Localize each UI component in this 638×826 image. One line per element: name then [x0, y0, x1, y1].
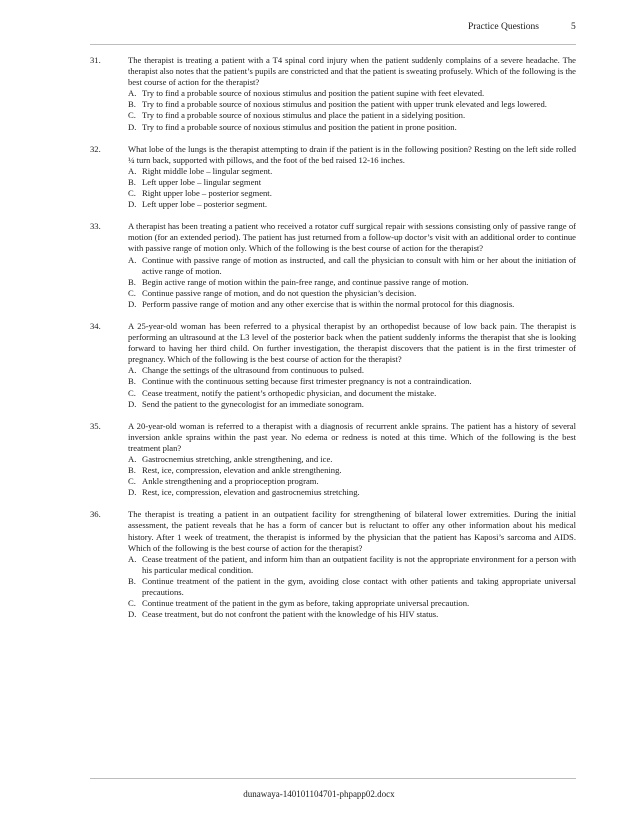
answer-option-a	[128, 454, 576, 465]
option-text: Try to find a probable source of noxious stimulus and position the patient supine with feet elevated.	[142, 88, 485, 99]
option-letter: B.	[128, 276, 136, 287]
option-letter: C.	[128, 598, 136, 609]
option-text: Left upper lobe – posterior segment.	[142, 199, 268, 210]
question-32	[90, 144, 576, 211]
answer-option-c	[128, 288, 576, 299]
option-letter: B.	[128, 465, 136, 476]
answer-option-b	[128, 177, 576, 188]
question-number: 32.	[90, 143, 101, 154]
question-number: 34.	[90, 320, 101, 331]
question-number: 36.	[90, 509, 101, 520]
option-text: Cease treatment of the patient, and inform him than an outpatient facility is not the appropriate environment for a person with his particular medical condition.	[142, 553, 576, 575]
answer-option-d	[128, 122, 576, 133]
option-text: Continue treatment of the patient in the gym, avoiding close contact with other patients and taking appropriate universal precautions.	[142, 575, 576, 598]
page-header	[0, 22, 638, 36]
option-letter: D.	[128, 487, 137, 498]
option-letter: D.	[128, 121, 137, 132]
footer-filename: dunawaya-140101104701-phpapp02.docx	[243, 789, 395, 799]
option-text: Rest, ice, compression, elevation and ankle strengthening.	[142, 465, 342, 476]
option-letter: A.	[128, 365, 137, 376]
option-letter: B.	[128, 99, 136, 110]
question-body	[128, 144, 576, 211]
option-text: Try to find a probable source of noxious stimulus and position the patient with upper trunk elevated and legs lowered.	[142, 99, 547, 110]
answer-option-a	[128, 166, 576, 177]
question-35	[90, 421, 576, 499]
option-text: Send the patient to the gynecologist for an immediate sonogram.	[142, 398, 364, 409]
question-stem: The therapist is treating a patient with a T4 spinal cord injury when the patient suddenly complains of a severe headache. The therapist also notes that the patient’s pupils are constricted and that the patient is sweating profusely. Which of the following is the best course of action for the therapist?	[128, 55, 576, 88]
option-text: Continue with passive range of motion as instructed, and call the physician to consult with him or her about the initiation of active range of motion.	[142, 254, 576, 276]
option-text: Continue treatment of the patient in the gym as before, taking appropriate universal precaution.	[142, 598, 470, 609]
option-letter: C.	[128, 188, 136, 199]
question-body	[128, 509, 576, 620]
option-text: Continue with the continuous setting because first trimester pregnancy is not a contraindication.	[142, 376, 472, 387]
question-33	[90, 221, 576, 310]
answer-option-d	[128, 399, 576, 410]
option-letter: A.	[128, 454, 137, 464]
answer-option-c	[128, 388, 576, 399]
footer-divider	[90, 778, 576, 779]
option-letter: D.	[128, 609, 137, 620]
option-letter: C.	[128, 110, 136, 121]
option-letter: A.	[128, 165, 137, 176]
question-34	[90, 321, 576, 410]
question-body	[128, 421, 576, 499]
option-text: Try to find a probable source of noxious stimulus and place the patient in a sidelying position.	[142, 110, 466, 121]
answer-option-c	[128, 476, 576, 487]
question-31	[90, 55, 576, 133]
option-letter: B.	[128, 575, 136, 586]
page-number: 5	[571, 22, 576, 32]
option-text: Begin active range of motion within the pain-free range, and continue passive range of motion.	[142, 276, 469, 287]
answer-option-d	[128, 299, 576, 310]
answer-option-c	[128, 598, 576, 609]
question-stem: What lobe of the lungs is the therapist attempting to drain if the patient is in the following position? Resting on the left side rolled ¼ turn back, supported with pillows, and the foot of the bed raised 12-16 inches.	[128, 143, 576, 165]
option-letter: C.	[128, 387, 136, 398]
answer-option-b	[128, 376, 576, 387]
question-body	[128, 55, 576, 133]
answer-option-d	[128, 609, 576, 620]
question-list	[90, 55, 576, 631]
option-letter: A.	[128, 553, 137, 564]
answer-option-a	[128, 255, 576, 277]
option-letter: D.	[128, 298, 137, 309]
answer-option-c	[128, 110, 576, 121]
question-stem: The therapist is treating a patient in an outpatient facility for strengthening of bilateral lower extremities. During the initial assessment, the patient reveals that he has a form of cancer but is reluctant to offer any other information about his medical history. After 1 week of treatment, the therapist is informed by the physician that the patient has Kaposi’s sarcoma and AIDS. Which of the following is the best course of action for the therapist?	[128, 509, 576, 553]
answer-option-d	[128, 487, 576, 498]
option-text: Left upper lobe – lingular segment	[142, 176, 262, 187]
answer-option-a	[128, 554, 576, 576]
option-letter: C.	[128, 287, 136, 298]
option-letter: C.	[128, 476, 136, 487]
question-stem: A therapist has been treating a patient who received a rotator cuff surgical repair with sessions consisting only of passive range of motion (for an extended period). The patient has just returned from a follow-up doctor’s visit with an additional order to continue with passive range of motion only. Which of the following is the best course of action for the therapist?	[128, 221, 576, 254]
answer-option-b	[128, 99, 576, 110]
option-letter: A.	[128, 254, 137, 265]
option-text: Try to find a probable source of noxious stimulus and position the patient in prone position.	[142, 121, 457, 132]
question-body	[128, 221, 576, 310]
option-text: Ankle strengthening and a proprioception program.	[142, 476, 319, 487]
answer-option-a	[128, 88, 576, 99]
question-36	[90, 509, 576, 620]
header-title: Practice Questions	[468, 22, 539, 32]
answer-option-a	[128, 365, 576, 376]
option-text: Gastrocnemius stretching, ankle strengthening, and ice.	[142, 454, 333, 464]
answer-option-b	[128, 277, 576, 288]
page-footer	[0, 789, 638, 799]
question-stem: A 20-year-old woman is referred to a therapist with a diagnosis of recurrent ankle sprains. The patient has a history of several inversion ankle sprains within the past year. No edema or redness is noted at this time. Which of the following is the best treatment plan?	[128, 420, 576, 453]
answer-option-d	[128, 199, 576, 210]
option-text: Cease treatment, notify the patient’s orthopedic physician, and document the mistake.	[142, 387, 437, 398]
answer-option-b	[128, 465, 576, 476]
option-letter: B.	[128, 176, 136, 187]
question-body	[128, 321, 576, 410]
question-number: 31.	[90, 55, 101, 65]
option-text: Continue passive range of motion, and do not question the physician’s decision.	[142, 287, 417, 298]
option-letter: A.	[128, 88, 137, 99]
answer-option-b	[128, 576, 576, 598]
header-divider	[90, 44, 576, 45]
option-text: Right middle lobe – lingular segment.	[142, 165, 273, 176]
question-number: 35.	[90, 420, 101, 431]
option-text: Cease treatment, but do not confront the patient with the knowledge of his HIV status.	[142, 609, 439, 620]
question-stem: A 25-year-old woman has been referred to a physical therapist by an orthopedist because of low back pain. The therapist is performing an ultrasound at the L3 level of the posterior back when the patient suddenly informs the therapist that she is looking forward to having her third child. On further investigation, the therapist discovers that the patient is in the first trimester of pregnancy. Which of the following is the best course of action for the therapist?	[128, 320, 576, 365]
question-number: 33.	[90, 221, 101, 232]
option-text: Perform passive range of motion and any other exercise that is within the normal protocol for this diagnosis.	[142, 298, 515, 309]
option-letter: B.	[128, 376, 136, 387]
option-text: Change the settings of the ultrasound from continuous to pulsed.	[142, 365, 364, 376]
option-letter: D.	[128, 398, 137, 409]
answer-option-c	[128, 188, 576, 199]
option-text: Right upper lobe – posterior segment.	[142, 188, 272, 199]
option-letter: D.	[128, 199, 137, 210]
option-text: Rest, ice, compression, elevation and gastrocnemius stretching.	[142, 487, 360, 498]
